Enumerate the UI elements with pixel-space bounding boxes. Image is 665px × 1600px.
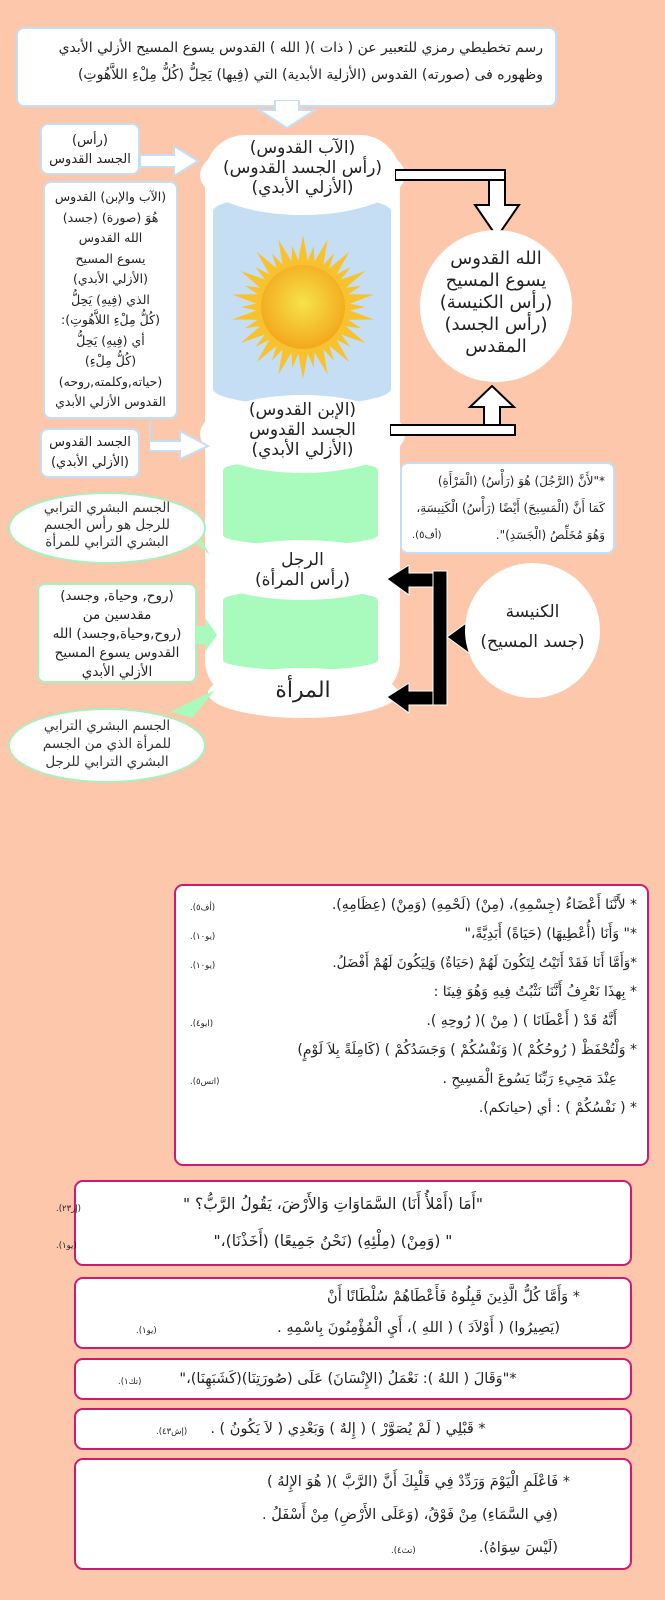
- quote-line: * وَأَمَّا كُلُّ الَّذِينَ قَبِلُوهُ فَأَعْطَاهُمْ سُلْطَانًا أَنْ: [327, 1289, 580, 1305]
- verse-ref: (أف٥).: [190, 903, 216, 913]
- quote-line: عِنْدَ مَجِيءِ رَبِّنَا يَسُوعَ الْمَسِيحِ . (اتس٥).: [190, 1065, 637, 1094]
- quote-line: * فَاعْلَمِ الْيَوْمَ وَرَدِّدْ فِي قَلْبِكَ أَنَّ (الرَّبَّ )( هُوَ الإِلهُ ): [267, 1474, 570, 1490]
- man-ellipse: [205, 540, 400, 600]
- son-line-2: الجسد القدوس: [249, 420, 356, 440]
- quote-line: * قَبْلِي ( لَمْ يُصَوَّرْ ) ( إِلهٌ ) وَبَعْدِي ( لاَ يَكُونُ ) . (إش٤٣).: [96, 1414, 600, 1444]
- bubble-tail: [170, 690, 230, 720]
- quote-box-2: [56, 1180, 632, 1266]
- woman-label: المرأة: [275, 678, 331, 703]
- quote-line: "أَمَا (أَمْلأُ أَنَا) السَّمَاوَاتِ وَالأَرْضَ، يَقُولُ الرَّبُّ؟ " (إر٢٣).: [96, 1186, 570, 1223]
- quote-box-4: [74, 1358, 632, 1400]
- verse-ref: (يو١٠).: [190, 961, 216, 971]
- green-panel-lower: [223, 590, 378, 670]
- quote-box-3: [74, 1277, 632, 1349]
- sun-icon: [228, 232, 378, 382]
- quote-line: * وَلْتُحْفَظْ ( رُوحُكُمْ )( وَنَفْسُكُمْ ) وَجَسَدُكُمْ ) (كَامِلَةً بِلاَ لَوْمٍ): [297, 1042, 637, 1058]
- quote-box-1: [174, 884, 649, 1166]
- verse-ref: (تث٤).: [391, 1546, 416, 1556]
- quote-line: *"وَقَالَ ( اللهُ ): نَعْمَلُ (الإِنْسَانَ) عَلَى (صُورَتِنَا)(كَشَبَهِنَا)،" (تك١).: [96, 1364, 600, 1394]
- man-line-2: (رأس المرأة): [254, 570, 351, 590]
- christ-circle: الله القدوس يسوع المسيح (رأس الكنيسة) (رأس الجسد) المقدس: [420, 230, 572, 382]
- verse-ref: (إش٤٣).: [156, 1427, 188, 1437]
- verse-ref: (ايو٤).: [190, 1019, 214, 1029]
- arrow-down-icon: [255, 100, 319, 130]
- quote-line: * لأَنَّنَا أَعْضَاءُ (جِسْمِهِ)، (مِنْ) (لَحْمِهِ) (وَمِنْ) (عِظَامِهِ). (أف٥).: [190, 891, 637, 920]
- connector-arrow-up-icon: [390, 385, 530, 445]
- verse-reference: (أف٥).: [412, 530, 442, 541]
- woman-body-bubble: الجسم البشري الترابي للمرأة الذي من الجسم البشري الترابي للرجل: [8, 708, 206, 783]
- headship-verse-box: *"لأَنَّ (الرَّجُلَ) هُوَ (رَأْسُ) (الْمَرْأَةِ) كَمَا أَنَّ (الْمَسِيحَ) أَيْضًا (رَأْسُ) الْكَنِيسَةِ، وَهُوَ مُخَلِّصُ (الْجَسَدِ)". (أف٥).: [400, 462, 615, 554]
- son-ellipse: [200, 395, 405, 473]
- title-line-2: وظهوره فى (صورته) القدوس (الأزلية الأبدية) التي (فِيها) يَحِلُّ (كُلُّ مِلْءِ اللاَّهُوتِ): [77, 67, 543, 83]
- verse-ref: (اتس٥).: [190, 1077, 220, 1087]
- holy-body-box: الجسد القدوس (الأزلي الأبدي): [40, 428, 140, 478]
- quote-line: (لَيْسَ سِوَاهُ). (تث٤).: [96, 1532, 570, 1565]
- woman-ellipse: [208, 668, 398, 718]
- arrow-right-icon: [140, 421, 212, 461]
- quote-line: أَنَّهُ قَدْ ( أَعْطَانَا ) ( مِنْ )( رُوحِهِ ). (ايو٤).: [190, 1007, 637, 1036]
- father-line-2: (رأس الجسد القدوس): [222, 158, 383, 178]
- sanctified-box: (روح, وحياة, وجسد) مقدسين من (روح,وحياة,وجسد) الله القدوس يسوع المسيح الأزلي الأبدي: [37, 583, 197, 683]
- man-line-1: الرجل: [281, 550, 324, 570]
- quote-line: (فِي السَّمَاءِ) مِنْ فَوْقُ، (وَعَلَى الأَرْضِ) مِنْ أَسْفَلُ .: [262, 1507, 558, 1523]
- arrow-right-icon: [140, 145, 202, 177]
- quote-line: " (وَمِنْ) (مِلْئِهِ) (نَحْنُ جَمِيعًا) (أَخَذْنَا)،" (يو١).: [96, 1223, 570, 1260]
- church-bracket-arrows: [385, 565, 475, 715]
- head-of-body-box: (رأس) الجسد القدوس: [40, 123, 140, 175]
- quote-line: *" وَأَنَا (أُعْطِيهَا) (حَيَاةً) أَبَدِيَّةً،" (يو١٠).: [190, 920, 637, 949]
- verse-ref: (يو١).: [136, 1326, 157, 1336]
- quote-box-6: [74, 1458, 632, 1570]
- father-ellipse: [200, 135, 405, 215]
- verse-ref: (تك١).: [118, 1377, 142, 1387]
- quote-box-5: [74, 1408, 632, 1450]
- arrow-right-icon: [195, 618, 220, 652]
- quote-line: *وَأَمَّا أَنَا فَقَدْ أَتَيْتُ لِتَكُونَ لَهُمْ (حَيَاةٌ) وَلِيَكُونَ لَهُمْ أَفْضَلُ. (يو١٠).: [190, 949, 637, 978]
- son-line-1: (الإبن القدوس): [248, 400, 357, 420]
- explanation-box: (الآب والإبن) القدوس هُوَ (صورة) (جسد) الله القدوس يسوع المسيح (الأزلي الأبدي) الذي (فِيهِ) يَحِلُّ (كُلُّ مِلْءِ اللاَّهُوتِ): أي (فِيهِ) يَحِلُّ (كُلُّ مِلْءِ) (حياته,وكلمته,روحه) القدوس الأزلي الأبدي: [43, 181, 178, 419]
- verse-ref: (يو١).: [56, 1241, 77, 1251]
- church-circle: الكنيسة (جسد المسيح): [465, 563, 600, 698]
- son-line-3: (الأزلي الأبدي): [251, 440, 354, 460]
- quote-line: * بِهذَا نَعْرِفُ أَنَّنَا نَثْبُتُ فِيهِ وَهُوَ فِينَا :: [433, 984, 637, 1000]
- verse-ref: (إر٢٣).: [56, 1204, 81, 1214]
- quote-line: * ( نَفْسُكُمْ ) : أي (حياتكم).: [478, 1100, 637, 1116]
- father-line-3: (الأزلي الأبدي): [251, 178, 354, 198]
- man-body-bubble: الجسم البشري الترابي للرجل هو رأس الجسم البشري الترابي للمرأة: [8, 492, 206, 564]
- father-line-1: (الآب القدوس): [249, 138, 356, 158]
- title-line-1: رسم تخطيطي رمزي للتعبير عن ( ذات )( الله ) القدوس يسوع المسيح الأزلي الأبدي: [58, 40, 543, 56]
- quote-line: (يَصِيرُوا) ( أَوْلاَدَ ) ( اللهِ )، أَيِ الْمُؤْمِنُونَ بِاسْمِهِ . (يو١).: [96, 1313, 580, 1344]
- title-box: [16, 27, 557, 107]
- verse-ref: (يو١٠).: [190, 932, 216, 942]
